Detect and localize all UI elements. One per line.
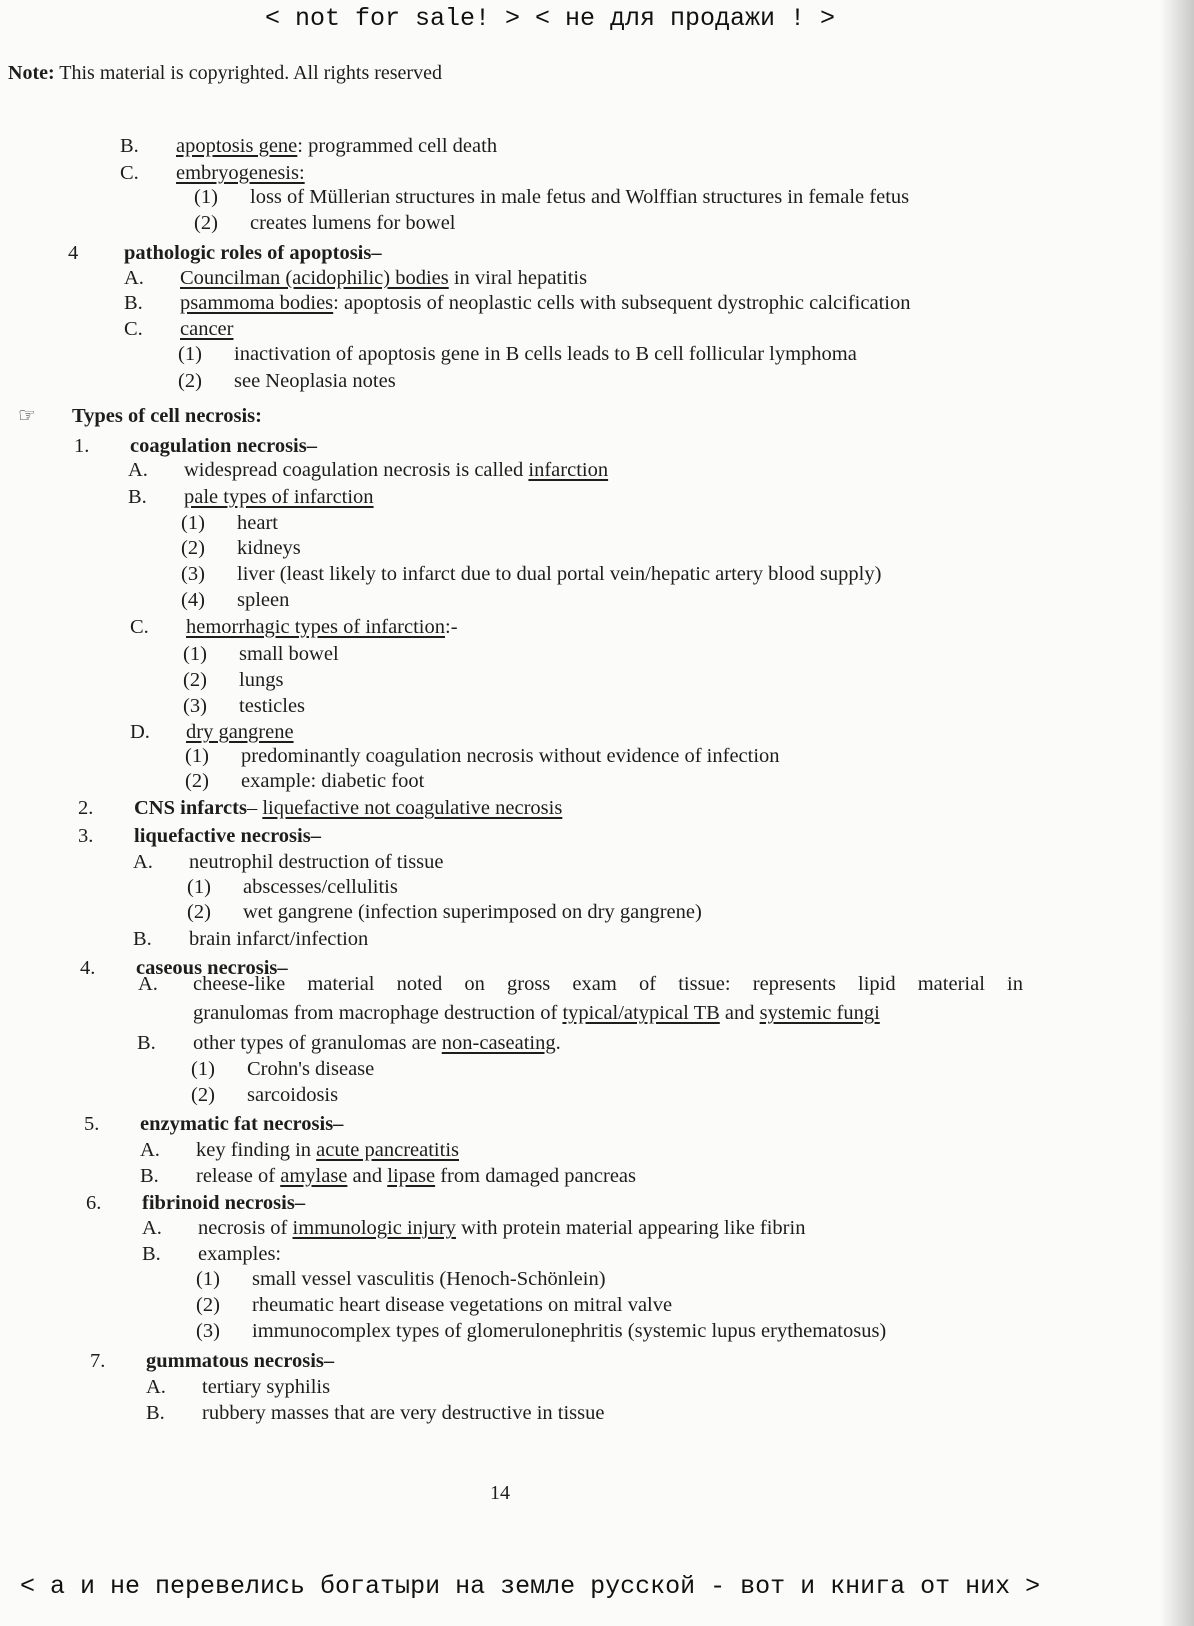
item-term: systemic fungi <box>759 1002 880 1024</box>
item-term: lipase <box>387 1165 436 1187</box>
item-term: embryogenesis: <box>176 162 305 184</box>
scan-edge-shadow <box>1160 0 1194 1626</box>
list-item <box>196 1294 672 1317</box>
item-text: – <box>246 797 263 819</box>
item-text: . <box>555 1032 561 1054</box>
item-text: with protein material appearing like fibrin <box>455 1217 806 1239</box>
item-marker: (3) <box>196 1320 220 1342</box>
section-heading <box>78 797 562 820</box>
list-item <box>146 1402 604 1425</box>
item-marker: (1) <box>187 876 211 898</box>
list-item <box>196 1268 606 1291</box>
item-marker: (4) <box>181 589 205 611</box>
item-term: cancer <box>180 318 234 340</box>
item-text: and <box>347 1165 388 1187</box>
section-heading <box>78 825 321 848</box>
item-marker: (2) <box>185 770 209 792</box>
item-marker: A. <box>140 1139 160 1161</box>
list-item <box>138 970 1028 1000</box>
list-item-continuation <box>193 1002 880 1025</box>
page-number: 14 <box>490 1482 510 1504</box>
list-item <box>181 537 301 560</box>
list-item <box>133 851 444 874</box>
item-marker: 3. <box>78 825 94 847</box>
list-item <box>191 1058 374 1081</box>
item-marker: C. <box>120 162 139 184</box>
item-marker: B. <box>142 1243 161 1265</box>
item-text: :- <box>445 616 458 638</box>
list-item <box>120 162 305 185</box>
copyright-note <box>8 62 442 85</box>
item-term: liquefactive not coagulative necrosis <box>262 797 563 819</box>
item-marker: A. <box>124 267 144 289</box>
item-marker: A. <box>146 1376 166 1398</box>
item-text: spleen <box>237 589 290 611</box>
item-title: liquefactive necrosis– <box>134 825 321 847</box>
item-marker: A. <box>128 459 148 481</box>
item-marker: 6. <box>86 1192 102 1214</box>
item-text: from damaged pancreas <box>435 1165 637 1187</box>
item-text: rheumatic heart disease vegetations on mitral valve <box>252 1294 673 1316</box>
list-item <box>124 292 910 315</box>
list-item <box>191 1084 338 1107</box>
item-marker: B. <box>133 928 152 950</box>
list-item <box>194 186 909 209</box>
list-item <box>128 459 608 482</box>
list-item <box>140 1139 459 1162</box>
item-marker: (1) <box>191 1058 215 1080</box>
list-item <box>120 135 497 158</box>
item-marker: B. <box>124 292 143 314</box>
section-heading <box>84 1113 343 1136</box>
item-marker: B. <box>140 1165 159 1187</box>
list-item <box>178 370 396 393</box>
item-marker: (1) <box>185 745 209 767</box>
item-marker: (2) <box>187 901 211 923</box>
item-term: apoptosis gene <box>176 135 298 157</box>
list-item <box>185 745 780 768</box>
item-text: abscesses/cellulitis <box>243 876 398 898</box>
list-item <box>133 928 368 951</box>
item-marker: (1) <box>183 643 207 665</box>
list-item <box>124 318 233 341</box>
item-text: cheese-like material noted on gross exam of tissue: represents lipid material in <box>193 973 1023 995</box>
item-marker: (3) <box>183 695 207 717</box>
item-text: liver (least likely to infarct due to dual portal vein/hepatic artery blood supply) <box>237 563 882 585</box>
item-text: sarcoidosis <box>247 1084 339 1106</box>
item-term: hemorrhagic types of infarction <box>186 616 446 638</box>
item-text: release of <box>196 1165 281 1187</box>
item-text: granulomas from macrophage destruction of <box>193 1002 563 1024</box>
item-marker: A. <box>138 973 158 995</box>
item-marker: (2) <box>191 1084 215 1106</box>
item-marker: 4. <box>80 957 96 979</box>
item-marker: B. <box>120 135 139 157</box>
item-marker: 7. <box>90 1350 106 1372</box>
item-marker: C. <box>124 318 143 340</box>
list-item <box>130 721 294 744</box>
list-item <box>187 901 702 924</box>
list-item <box>181 512 278 535</box>
item-marker: (2) <box>194 212 218 234</box>
list-item <box>140 1165 636 1188</box>
item-text: examples: <box>198 1243 282 1265</box>
item-text: key finding in <box>196 1139 317 1161</box>
item-term: infarction <box>528 459 609 481</box>
item-text: : programmed cell death <box>297 135 498 157</box>
item-marker: B. <box>128 486 147 508</box>
pointing-hand-icon: ☞ <box>18 403 36 427</box>
item-marker: 5. <box>84 1113 100 1135</box>
types-heading: Types of cell necrosis: <box>72 405 262 427</box>
item-marker: B. <box>137 1032 156 1054</box>
item-marker: (1) <box>196 1268 220 1290</box>
item-title: enzymatic fat necrosis– <box>140 1113 344 1135</box>
list-item <box>187 876 398 899</box>
item-text: Crohn's disease <box>247 1058 375 1080</box>
list-item <box>183 695 305 718</box>
item-term: dry gangrene <box>186 721 294 743</box>
item-marker: (1) <box>178 343 202 365</box>
item-title: coagulation necrosis– <box>130 435 317 457</box>
list-item <box>185 770 424 793</box>
item-marker: (3) <box>181 563 205 585</box>
item-marker: D. <box>130 721 150 743</box>
item-marker: (2) <box>181 537 205 559</box>
list-item <box>183 669 283 692</box>
item-text: and <box>719 1002 760 1024</box>
item-term: typical/atypical TB <box>562 1002 720 1024</box>
banner-top: < not for sale! > < не для продажи ! > <box>264 4 836 33</box>
section-heading <box>86 1192 305 1215</box>
list-item <box>178 343 857 366</box>
item-text: kidneys <box>237 537 301 559</box>
item-text: testicles <box>239 695 306 717</box>
banner-bottom: < а и не перевелись богатыри на земле русской - вот и книга от них > <box>20 1572 1041 1601</box>
item-title: fibrinoid necrosis– <box>142 1192 306 1214</box>
item-text: loss of Müllerian structures in male fetus and Wolffian structures in female fetus <box>250 186 910 208</box>
item-text: immunocomplex types of glomerulonephritis (systemic lupus erythematosus) <box>252 1320 887 1342</box>
section-heading <box>90 1350 334 1373</box>
item-text: predominantly coagulation necrosis without evidence of infection <box>241 745 780 767</box>
list-item <box>142 1217 805 1240</box>
item-text: creates lumens for bowel <box>250 212 456 234</box>
section-heading <box>74 435 317 458</box>
list-item <box>194 212 456 235</box>
item-text: necrosis of <box>198 1217 293 1239</box>
item-text: brain infarct/infection <box>189 928 369 950</box>
item-marker: A. <box>142 1217 162 1239</box>
item-term: non-caseating <box>441 1032 556 1054</box>
item-text: tertiary syphilis <box>202 1376 331 1398</box>
item-marker: (1) <box>194 186 218 208</box>
item-text: small bowel <box>239 643 339 665</box>
item-marker: 2. <box>78 797 94 819</box>
item-marker: (1) <box>181 512 205 534</box>
item-term: immunologic injury <box>292 1217 456 1239</box>
item-text: widespread coagulation necrosis is called <box>184 459 529 481</box>
list-item <box>124 267 587 290</box>
item-title: gummatous necrosis– <box>146 1350 335 1372</box>
item-text: small vessel vasculitis (Henoch-Schönlein) <box>252 1268 606 1290</box>
item-title: pathologic roles of apoptosis– <box>124 242 382 264</box>
item-title: CNS infarcts <box>134 797 247 819</box>
item-text: inactivation of apoptosis gene in B cells leads to B cell follicular lymphoma <box>234 343 857 365</box>
item-marker: (2) <box>196 1294 220 1316</box>
item-term: pale types of infarction <box>184 486 374 508</box>
item-text: : apoptosis of neoplastic cells with subsequent dystrophic calcification <box>333 292 911 314</box>
list-item <box>181 563 881 586</box>
list-item <box>130 616 458 639</box>
list-item <box>146 1376 330 1399</box>
item-text: see Neoplasia notes <box>234 370 396 392</box>
item-marker: (2) <box>178 370 202 392</box>
item-marker: A. <box>133 851 153 873</box>
item-marker: (2) <box>183 669 207 691</box>
item-text: wet gangrene (infection superimposed on dry gangrene) <box>243 901 702 923</box>
item-term: Councilman (acidophilic) bodies <box>180 267 449 289</box>
list-item <box>183 643 339 666</box>
item-marker: C. <box>130 616 149 638</box>
item-text: rubbery masses that are very destructive in tissue <box>202 1402 605 1424</box>
item-text: other types of granulomas are <box>193 1032 442 1054</box>
item-title: caseous necrosis– <box>136 957 288 979</box>
list-item <box>181 589 289 612</box>
list-item <box>142 1243 281 1266</box>
item-text: lungs <box>239 669 284 691</box>
item-marker: 1. <box>74 435 90 457</box>
item-text: neutrophil destruction of tissue <box>189 851 444 873</box>
section-heading <box>68 242 382 265</box>
item-term: acute pancreatitis <box>316 1139 459 1161</box>
item-marker: B. <box>146 1402 165 1424</box>
item-text: heart <box>237 512 278 534</box>
item-marker: 4 <box>68 242 79 264</box>
list-item <box>137 1032 561 1055</box>
item-term: psammoma bodies <box>180 292 334 314</box>
note-text: This material is copyrighted. All rights reserved <box>54 62 442 84</box>
item-text: example: diabetic foot <box>241 770 425 792</box>
list-item <box>128 486 374 509</box>
item-term: amylase <box>280 1165 348 1187</box>
item-text: in viral hepatitis <box>448 267 588 289</box>
note-label: Note: <box>8 62 55 84</box>
list-item <box>196 1320 886 1343</box>
